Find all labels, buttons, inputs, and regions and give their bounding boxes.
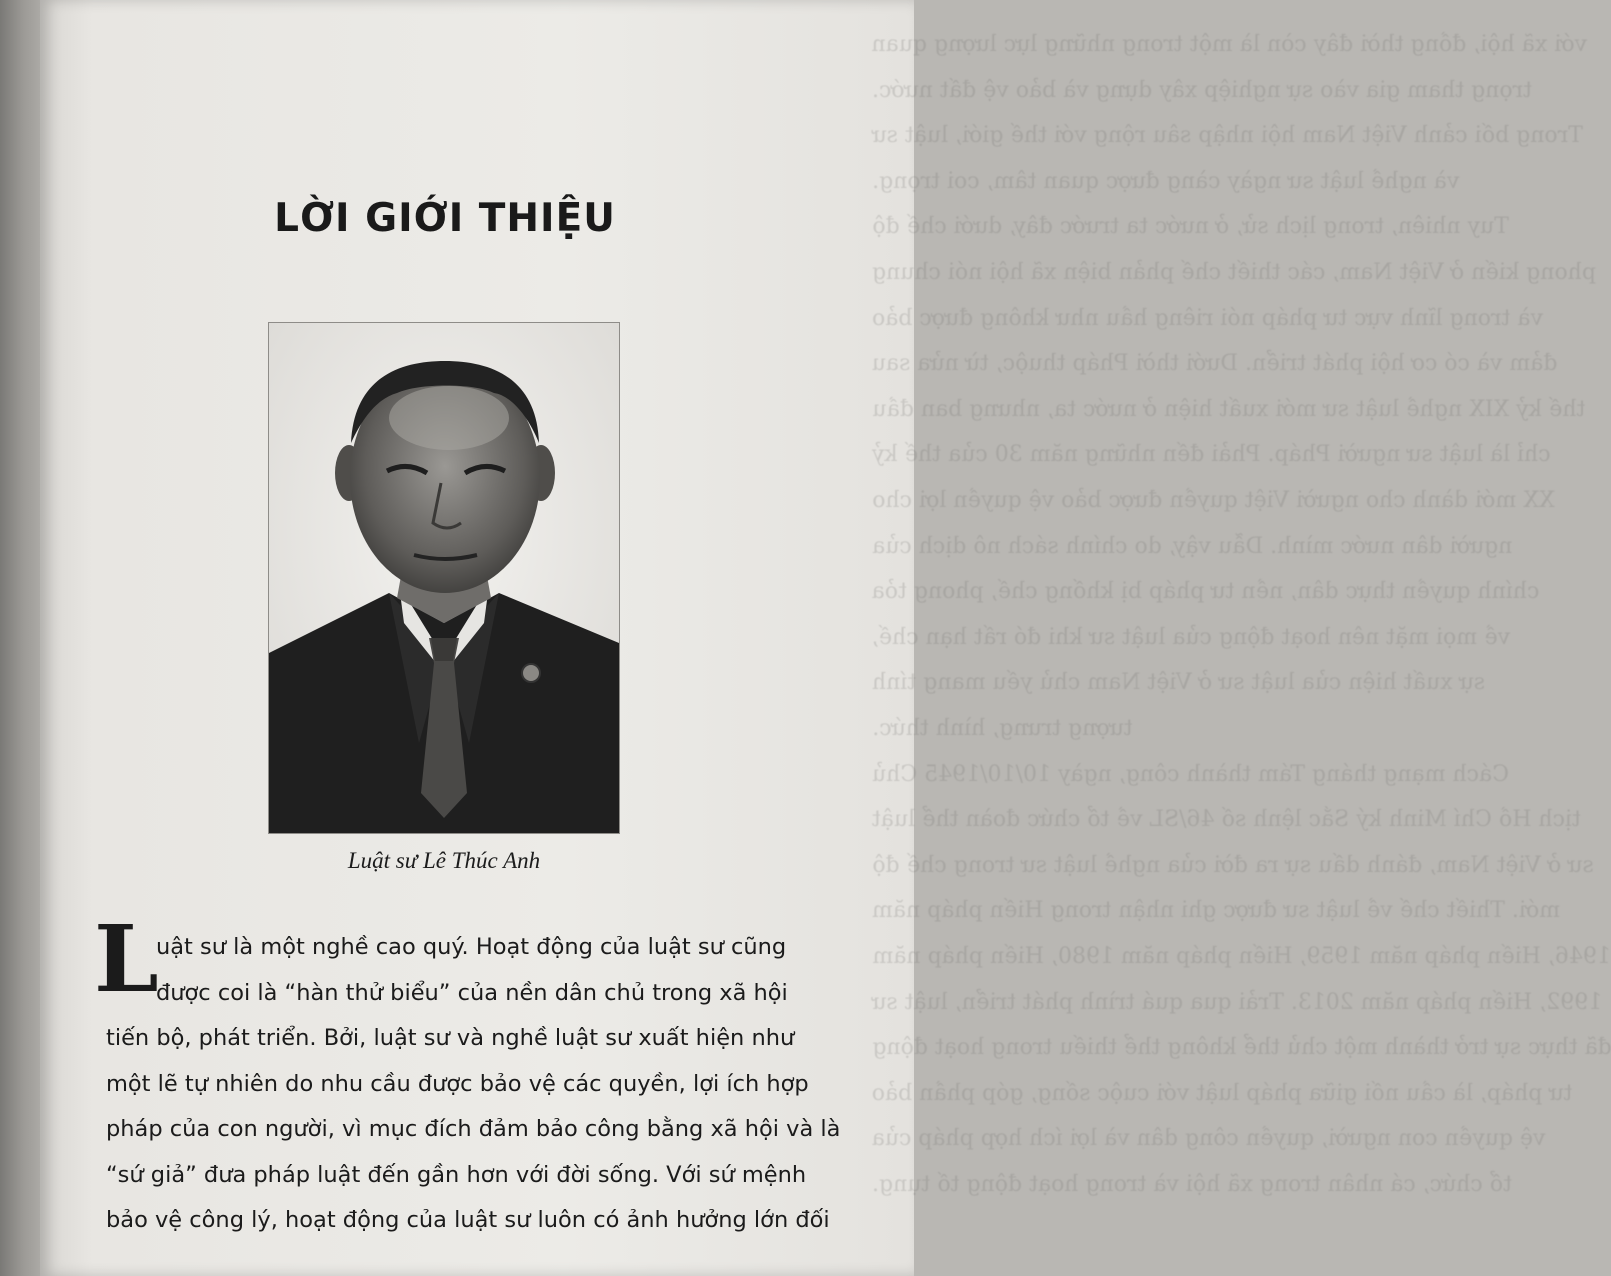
portrait-photo [268, 322, 620, 834]
bleed-through-line: phong kiến ở Việt Nam, các thiết chế phản biện xã hội nói chung [872, 260, 1596, 285]
bleed-through-line: thế kỷ XIX nghề luật sư mới xuất hiện ở nước ta, nhưng ban đầu [872, 396, 1586, 422]
bleed-through-line: tư pháp, là cầu nối giữa pháp luật với cuộc sống, góp phần bảo [872, 1080, 1573, 1106]
bleed-through-line: vệ quyền con người, quyền công dân và lợi ích hợp pháp của [872, 1126, 1546, 1152]
bleed-through-line: Cách mạng tháng Tám thành công, ngày 10/10/1945 Chủ [872, 761, 1509, 787]
bleed-through-line: sư ở Việt Nam, đánh dấu sự ra đời của nghề luật sư trong chế độ [872, 852, 1594, 878]
bleed-through-line: trọng tham gia vào sự nghiệp xây dựng và bảo vệ đất nước. [872, 77, 1532, 103]
portrait-illustration [269, 323, 619, 833]
bleed-through-line: tượng trưng, hình thức. [872, 716, 1133, 741]
bleed-through-line: đã thực sự trở thành một chủ thể không thể thiếu trong hoạt động [872, 1035, 1611, 1061]
bleed-through-line: về mọi mặt nên hoạt động của luật sư khi đó rất hạn chế, [872, 624, 1511, 650]
bleed-through-line: chỉ là luật sư người Pháp. Phải đến những năm 30 của thế kỷ [872, 442, 1551, 468]
bleed-through-line: và nghề luật sư ngày càng được quan tâm, coi trọng. [872, 168, 1460, 194]
paragraph-line: được coi là “hàn thử biểu” của nền dân chủ trong xã hội [156, 979, 788, 1006]
bleed-through-line: Trong bối cảnh Việt Nam hội nhập sâu rộng với thế giới, luật sư [872, 123, 1583, 149]
bleed-through-line: mới. Thiết chế về luật sư được ghi nhận trong Hiến pháp năm [872, 898, 1561, 924]
bleed-through-line: tổ chức, cá nhân trong xã hội và trong hoạt động tố tụng. [872, 1172, 1512, 1197]
page-title: LỜI GIỚI THIỆU [274, 196, 616, 241]
bleed-through-line: Tuy nhiên, trong lịch sử, ở nước ta trước đây, dưới chế độ [872, 214, 1509, 240]
paragraph-line: bảo vệ công lý, hoạt động của luật sư luôn có ảnh hưởng lớn đối [106, 1207, 830, 1233]
bleed-through-line: 1946, Hiến pháp năm 1959, Hiến pháp năm 1980, Hiến pháp năm [872, 944, 1611, 969]
bleed-through-line: và trong lĩnh vực tư pháp nói riêng hầu như không được bảo [872, 305, 1543, 331]
drop-cap-letter: L [94, 905, 159, 1013]
paragraph-line: pháp của con người, vì mục đích đảm bảo công bằng xã hội và là [106, 1116, 841, 1142]
paragraph-line: “sứ giả” đưa pháp luật đến gần hơn với đời sống. Với sứ mệnh [106, 1161, 807, 1188]
bleed-through-line: người dân nước mình. Dẫu vậy, do chính sách nô dịch của [872, 533, 1513, 559]
paragraph-line: uật sư là một nghề cao quý. Hoạt động của luật sư cũng [156, 934, 787, 960]
bleed-through-line: sự xuất hiện của luật sư ở Việt Nam chủ yếu mang tính [872, 670, 1486, 696]
bleed-through-line: 1992, Hiến pháp năm 2013. Trải qua quá trình phát triển, luật sư [872, 989, 1603, 1015]
bleed-through-line: chính quyền thực dân, nền tư pháp bị khống chế, phong tỏa [872, 579, 1540, 605]
bleed-through-line: tịch Hồ Chí Minh ký Sắc lệnh số 46/SL về tổ chức đoàn thể luật [872, 807, 1581, 833]
bleed-through-line: đảm và có cơ hội phát triển. Dưới thời Pháp thuộc, từ nửa sau [872, 351, 1558, 377]
paragraph-line: tiến bộ, phát triển. Bởi, luật sư và nghề luật sư xuất hiện như [106, 1025, 795, 1051]
bleed-through-line: với xã hội, đồng thời đây còn là một trong những lực lượng quan [872, 32, 1588, 57]
paragraph-line: một lẽ tự nhiên do nhu cầu được bảo vệ các quyền, lợi ích hợp [106, 1070, 809, 1097]
photo-caption: Luật sư Lê Thúc Anh [347, 848, 541, 873]
bleed-through-line: XX mới dành cho người Việt quyền được bảo vệ quyền lợi cho [872, 488, 1555, 513]
intro-paragraph [106, 925, 866, 1244]
